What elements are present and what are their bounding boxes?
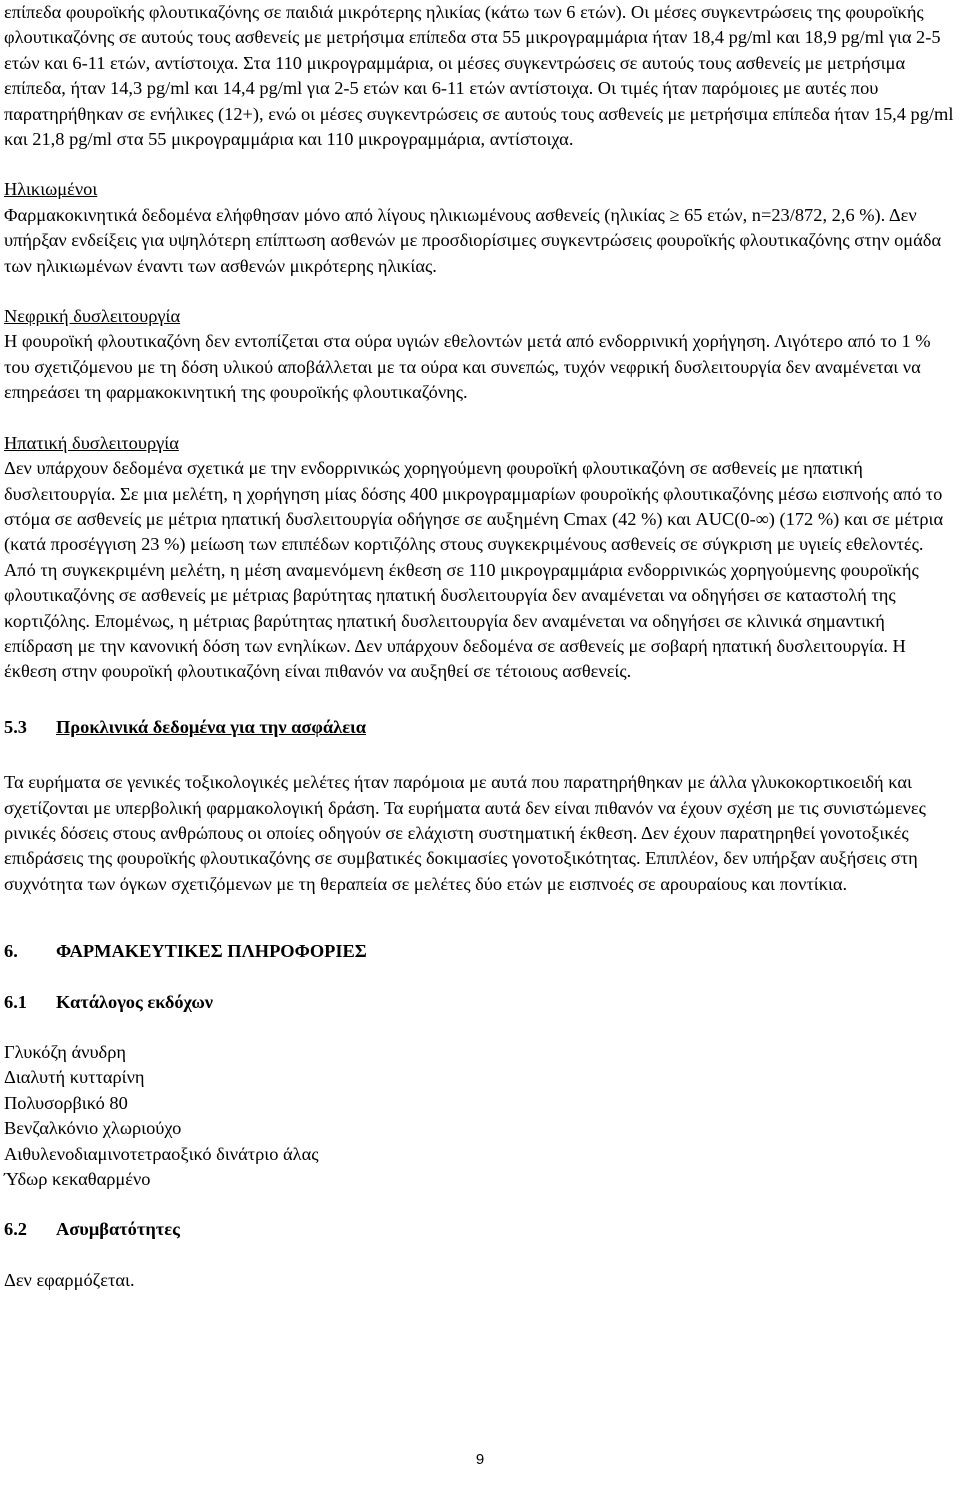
section-6-number: 6. (4, 941, 18, 962)
excipients-list (4, 1040, 954, 1192)
hepatic-heading: Ηπατική δυσλειτουργία (4, 432, 179, 453)
hepatic-paragraph: Δεν υπάρχουν δεδομένα σχετικά με την ενδορρινικώς χορηγούμενη φουροϊκή φλουτικαζόνη σε ασθενείς με ηπατική δυσλειτουργία. Σε μια μελέτη, η χορήγηση μίας δόσης 400 μικρογραμμαρίων φουροϊκής φλουτικαζόνης μέσω εισπνοής από το στόμα σε ασθενείς με μέτρια ηπατική δυσλειτουργία οδήγησε σε αυξημένη Cmax (42 %) και AUC(0-∞) (172 %) και σε μέτρια (κατά προσέγγιση 23 %) μείωση των επιπέδων κορτιζόλης στους συγκεκριμένους ασθενείς σε σύγκριση με υγιείς εθελοντές. Από τη συγκεκριμένη μελέτη, η μέση αναμενόμενη έκθεση σε 110 μικρογραμμάρια ενδορρινικώς χορηγούμενης φουροϊκής φλουτικαζόνης σε ασθενείς με μέτριας βαρύτητας ηπατική δυσλειτουργία δεν αναμένεται να οδηγήσει σε καταστολή της κορτιζόλης. Επομένως, η μέτριας βαρύτητας ηπατική δυσλειτουργία δεν αναμένεται να οδηγήσει σε κλινικά σημαντική επίδραση με την κανονική δόση των ενηλίκων. Δεν υπάρχουν δεδομένα σε ασθενείς με σοβαρή ηπατική δυσλειτουργία. Η έκθεση στην φουροϊκή φλουτικαζόνη είναι πιθανόν να αυξηθεί σε τέτοιους ασθενείς. (4, 458, 944, 682)
section-5-3-paragraph: Τα ευρήματα σε γενικές τοξικολογικές μελέτες ήταν παρόμοια με αυτά που παρατηρήθηκαν με άλλα γλυκοκορτικοειδή και σχετίζονται με υπερβολική φαρμακολογική δράση. Τα ευρήματα αυτά δεν είναι πιθανόν να έχουν σχέση με τις συνιστώμενες ρινικές δόσεις στους ανθρώπους οι οποίες οδηγούν σε ελάχιστη συστηματική έκθεση. Δεν έχουν παρατηρηθεί γονοτοξικές επιδράσεις της φουροϊκής φλουτικαζόνης σε συμβατικές δοκιμασίες γονοτοξικότητας. Επιπλέον, δεν υπήρξαν αυξήσεις στη συχνότητα των όγκων σχετιζόμενων με τη θεραπεία σε μελέτες δύο ετών με εισπνοές σε αρουραίους και ποντίκια. (4, 772, 926, 894)
intro-paragraph: επίπεδα φουροϊκής φλουτικαζόνης σε παιδιά μικρότερης ηλικίας (κάτω των 6 ετών). Οι μέσες συγκεντρώσεις της φουροϊκής φλουτικαζόνης σε αυτούς τους ασθενείς με μετρήσιμα επίπεδα στα 55 μικρογραμμάρια ήταν 18,4 pg/ml και 18,9 pg/ml για 2-5 ετών και 6-11 ετών, αντίστοιχα. Στα 110 μικρογραμμάρια, οι μέσες συγκεντρώσεις σε αυτούς τους ασθενείς με μετρήσιμα επίπεδα, ήταν 14,3 pg/ml και 14,4 pg/ml για 2-5 ετών και 6-11 ετών αντίστοιχα. Οι τιμές ήταν παρόμοιες με αυτές που παρατηρήθηκαν σε ενήλικες (12+), ενώ οι μέσες συγκεντρώσεις σε αυτούς τους ασθενείς με μετρήσιμα επίπεδα ήταν 15,4 pg/ml και 21,8 pg/ml στα 55 μικρογραμμάρια και 110 μικρογραμμάρια, αντίστοιχα. (4, 2, 954, 150)
elderly-heading: Ηλικιωμένοι (4, 179, 98, 200)
excipient-item: Διαλυτή κυτταρίνη (4, 1067, 145, 1088)
excipient-item: Αιθυλενοδιαμινοτετραοξικό δινάτριο άλας (4, 1143, 319, 1164)
section-6-1-title: Κατάλογος εκδόχων (56, 991, 214, 1012)
section-6-1-number: 6.1 (4, 991, 27, 1012)
elderly-text-start: Φαρμακοκινητικά δεδομένα ελήφθησαν μόνο από λίγους ηλικιωμένους ασθενείς (ηλικίας (4, 204, 670, 225)
section-6-2-number: 6.2 (4, 1219, 27, 1240)
section-5-3-title: Προκλινικά δεδομένα για την ασφάλεια (56, 716, 367, 737)
greater-or-equal-symbol: ≥ (669, 204, 680, 225)
elderly-text-end: 65 ετών, n=23/872, 2,6 %). Δεν υπήρξαν ενδείξεις για υψηλότερη επίπτωση ασθενών με προσδιορίσιμες συγκεντρώσεις φουροϊκής φλουτικαζόνης στην ομάδα των ηλικιωμένων έναντι των ασθενών μικρότερης ηλικίας. (4, 204, 942, 276)
section-6-1-heading (4, 990, 954, 1015)
excipient-item: Ύδωρ κεκαθαρμένο (4, 1169, 151, 1190)
section-6-2-paragraph: Δεν εφαρμόζεται. (4, 1269, 135, 1290)
excipient-item: Βενζαλκόνιο χλωριούχο (4, 1118, 182, 1139)
section-5-3-number: 5.3 (4, 716, 27, 737)
document-page (4, 0, 954, 1293)
section-5-3-heading (4, 715, 954, 740)
page-number: 9 (475, 1451, 485, 1468)
renal-heading: Νεφρική δυσλειτουργία (4, 306, 181, 327)
excipient-item: Πολυσορβικό 80 (4, 1092, 128, 1113)
section-6-title: ΦΑΡΜΑΚΕΥΤΙΚΕΣ ΠΛΗΡΟΦΟΡΙΕΣ (56, 941, 367, 962)
section-6-2-heading (4, 1217, 954, 1242)
section-6-2-title: Ασυμβατότητες (56, 1219, 180, 1240)
section-6-heading (4, 939, 954, 964)
renal-paragraph: Η φουροϊκή φλουτικαζόνη δεν εντοπίζεται στα ούρα υγιών εθελοντών μετά από ενδορρινική χορήγηση. Λιγότερο από το 1 % του σχετιζόμενου με τη δόση υλικού αποβάλλεται με τα ούρα και συνεπώς, τυχόν νεφρική δυσλειτουργία δεν αναμένεται να επηρεάσει τη φαρμακοκινητική της φουροϊκής φλουτικαζόνης. (4, 331, 931, 403)
excipient-item: Γλυκόζη άνυδρη (4, 1042, 127, 1062)
elderly-paragraph (4, 203, 954, 279)
